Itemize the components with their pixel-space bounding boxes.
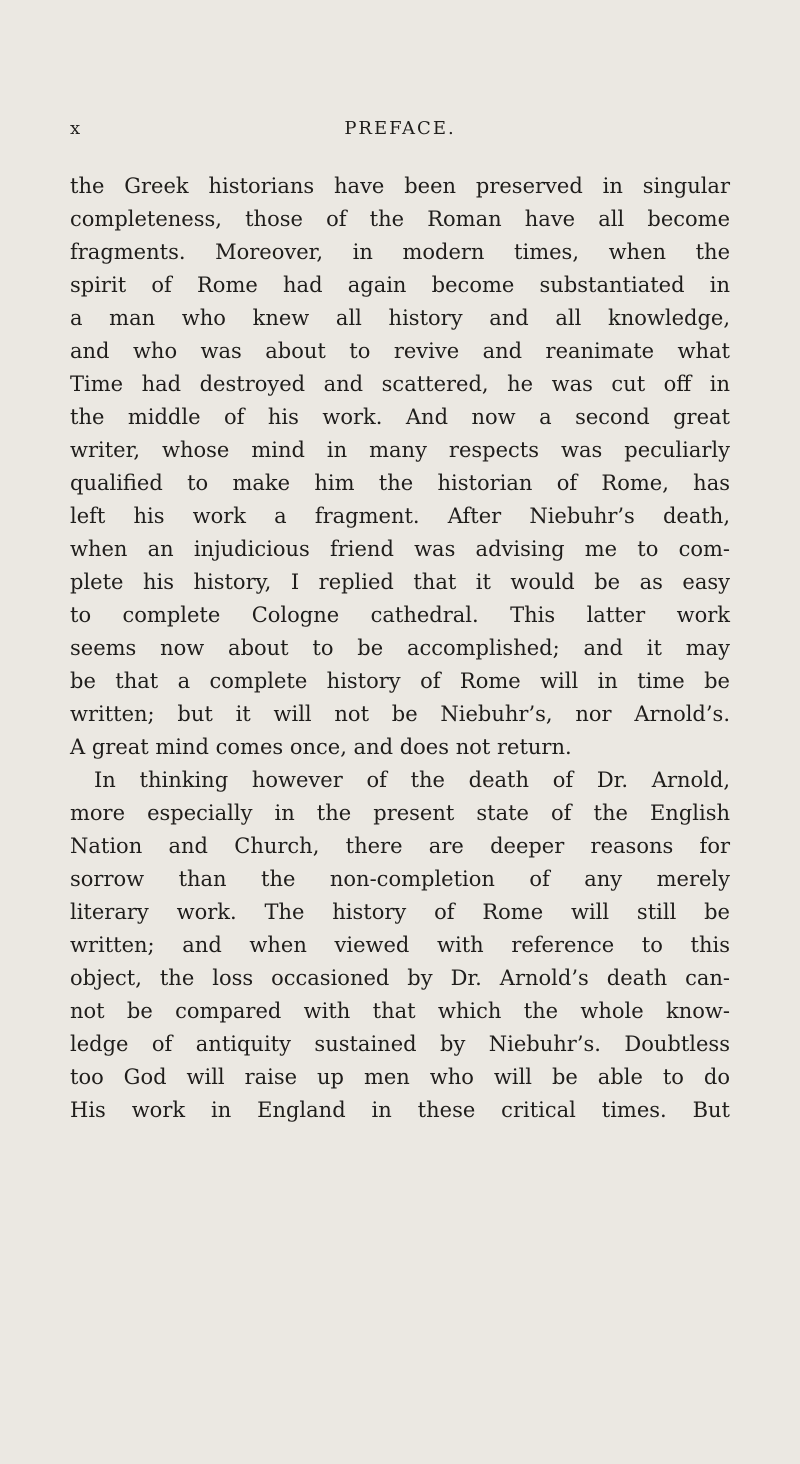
text-line: written; and when viewed with reference to this — [70, 933, 730, 957]
text-line: sorrow than the non-completion of any merely — [70, 867, 730, 891]
text-line: spirit of Rome had again become substantiated in — [70, 273, 730, 297]
text-line: Time had destroyed and scattered, he was cut off in — [70, 372, 730, 396]
text-line: seems now about to be accomplished; and it may — [70, 636, 730, 660]
text-line: ledge of antiquity sustained by Niebuhr’s. Doubtless — [70, 1032, 730, 1056]
running-head: PREFACE. — [344, 118, 456, 139]
text-line: not be compared with that which the whole know- — [70, 999, 730, 1023]
text-line: the Greek historians have been preserved in singular — [70, 174, 730, 198]
text-line: too God will raise up men who will be able to do — [70, 1065, 730, 1089]
text-line: plete his history, I replied that it would be as easy — [70, 570, 730, 594]
paragraph-2 — [70, 764, 730, 1127]
text-line: literary work. The history of Rome will still be — [70, 900, 730, 924]
text-line: qualified to make him the historian of Rome, has — [70, 471, 730, 495]
text-line: Nation and Church, there are deeper reasons for — [70, 834, 730, 858]
text-line: completeness, those of the Roman have all become — [70, 207, 730, 231]
text-line: a man who knew all history and all knowledge, — [70, 306, 730, 330]
text-line: and who was about to revive and reanimate what — [70, 339, 730, 363]
text-line: fragments. Moreover, in modern times, when the — [70, 240, 730, 264]
text-line: when an injudicious friend was advising me to com- — [70, 537, 730, 561]
text-line: written; but it will not be Niebuhr’s, nor Arnold’s. — [70, 702, 730, 726]
text-line: left his work a fragment. After Niebuhr’s death, — [70, 504, 730, 528]
body-text — [70, 170, 730, 1127]
text-line: the middle of his work. And now a second great — [70, 405, 730, 429]
text-line: writer, whose mind in many respects was peculiarly — [70, 438, 730, 462]
text-line: to complete Cologne cathedral. This latter work — [70, 603, 730, 627]
paragraph-1 — [70, 170, 730, 764]
text-line: more especially in the present state of the English — [70, 801, 730, 825]
text-line: In thinking however of the death of Dr. Arnold, — [94, 768, 730, 792]
text-line: A great mind comes once, and does not return. — [70, 735, 572, 759]
page-header — [70, 118, 730, 146]
text-line: His work in England in these critical times. But — [70, 1098, 730, 1122]
text-line: object, the loss occasioned by Dr. Arnold’s death can- — [70, 966, 730, 990]
page-number: x — [70, 118, 81, 139]
text-line: be that a complete history of Rome will in time be — [70, 669, 730, 693]
